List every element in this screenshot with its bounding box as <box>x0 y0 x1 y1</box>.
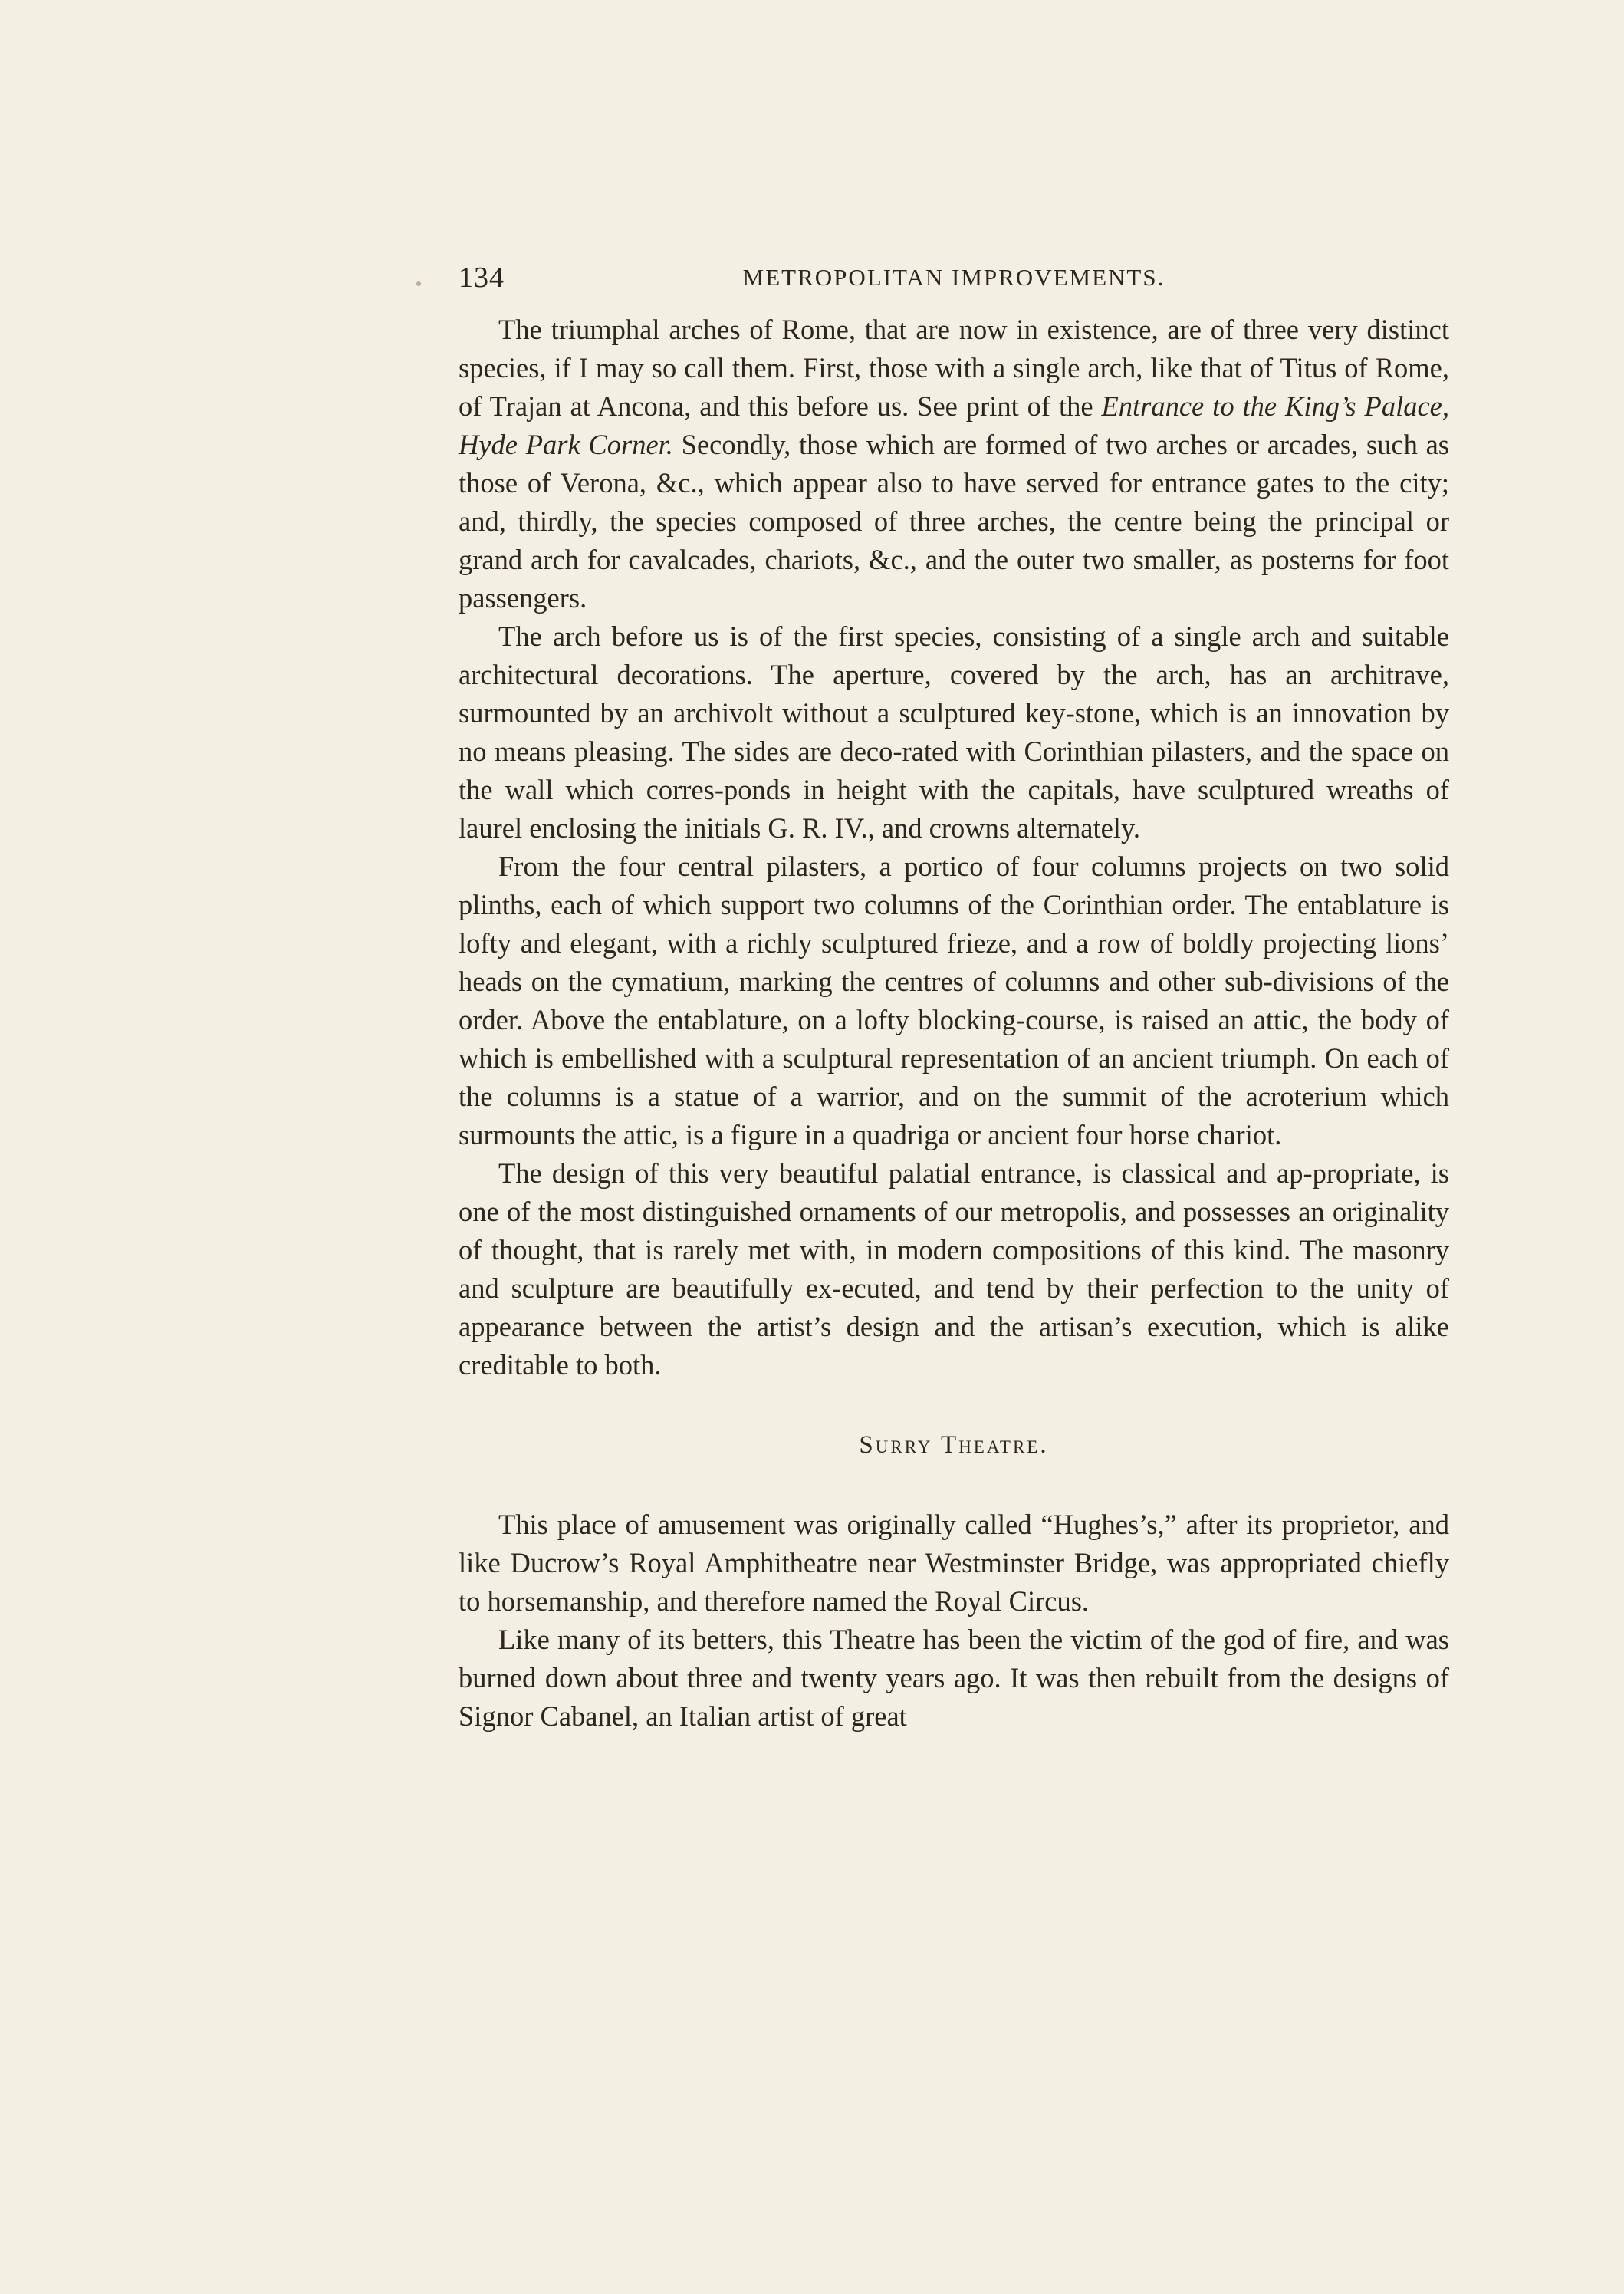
paragraph-surry-origin: This place of amusement was originally called “Hughes’s,” after its proprietor, and like Ducrow’s Royal Amphitheatre near Westminster Bridge, was appropriated chiefly to horsemanship, and therefore named the Royal Circus. <box>459 1509 1449 1617</box>
body-text <box>459 311 1449 1736</box>
paragraph-text: Secondly, those which are formed of two arches or arcades, such as those of Verona, &c., which appear also to have served for entrance gates to the city; and, thirdly, the species composed of three arches, the centre being the principal or grand arch for cavalcades, chariots, &c., and the outer two smaller, as posterns for foot passengers. <box>459 429 1449 614</box>
paragraph-arch-species <box>459 311 1449 617</box>
section-heading-text: Surry Theatre. <box>859 1431 1049 1459</box>
paragraph-arch-description: The arch before us is of the first species, consisting of a single arch and suitable architectural decorations. The aperture, covered by the arch, has an architrave, surmounted by an archivolt without a sculptured key-stone, which is an innovation by no means pleasing. The sides are deco-rated with Corinthian pilasters, and the space on the wall which corres-ponds in height with the capitals, have sculptured wreaths of laurel enclosing the initials G. R. IV., and crowns alternately. <box>459 620 1449 844</box>
page-number: 134 <box>459 262 505 294</box>
paragraph-surry-fire: Like many of its betters, this Theatre has been the victim of the god of fire, and was burned down about three and twenty years ago. It was then rebuilt from the designs of Signor Cabanel, an Italian artist of great <box>459 1624 1449 1732</box>
print-title-reference: Entrance to the King’s Palace, Hyde Park Corner. <box>459 390 1449 460</box>
print-speck <box>416 281 421 286</box>
paragraph-portico: From the four central pilasters, a portico of four columns projects on two solid plinths, each of which support two columns of the Corinthian order. The entablature is lofty and elegant, with a richly sculptured frieze, and a row of boldly projecting lions’ heads on the cymatium, marking the centres of columns and other sub-divisions of the order. Above the entablature, on a lofty blocking-course, is raised an attic, the body of which is embellished with a sculptural representation of an ancient triumph. On each of the columns is a statue of a warrior, and on the summit of the acroterium which surmounts the attic, is a figure in a quadriga or ancient four horse chariot. <box>459 851 1449 1150</box>
page-header <box>459 261 1449 307</box>
section-heading <box>459 1426 1449 1464</box>
paragraph-text: The triumphal arches of Rome, that are now in existence, are of three very distinct species, if I may so call them. First, those with a single arch, like that of Titus of Rome, of Trajan at Ancona, and this before us. See print of the <box>459 314 1449 422</box>
running-title: METROPOLITAN IMPROVEMENTS. <box>742 264 1165 291</box>
paragraph-design: The design of this very beautiful palatial entrance, is classical and ap-propriate, is one of the most distinguished ornaments of our metropolis, and possesses an originality of thought, that is rarely met with, in modern compositions of this kind. The masonry and sculpture are beautifully ex-ecuted, and tend by their perfection to the unity of appearance between the artist’s design and the artisan’s execution, which is alike creditable to both. <box>459 1157 1449 1381</box>
